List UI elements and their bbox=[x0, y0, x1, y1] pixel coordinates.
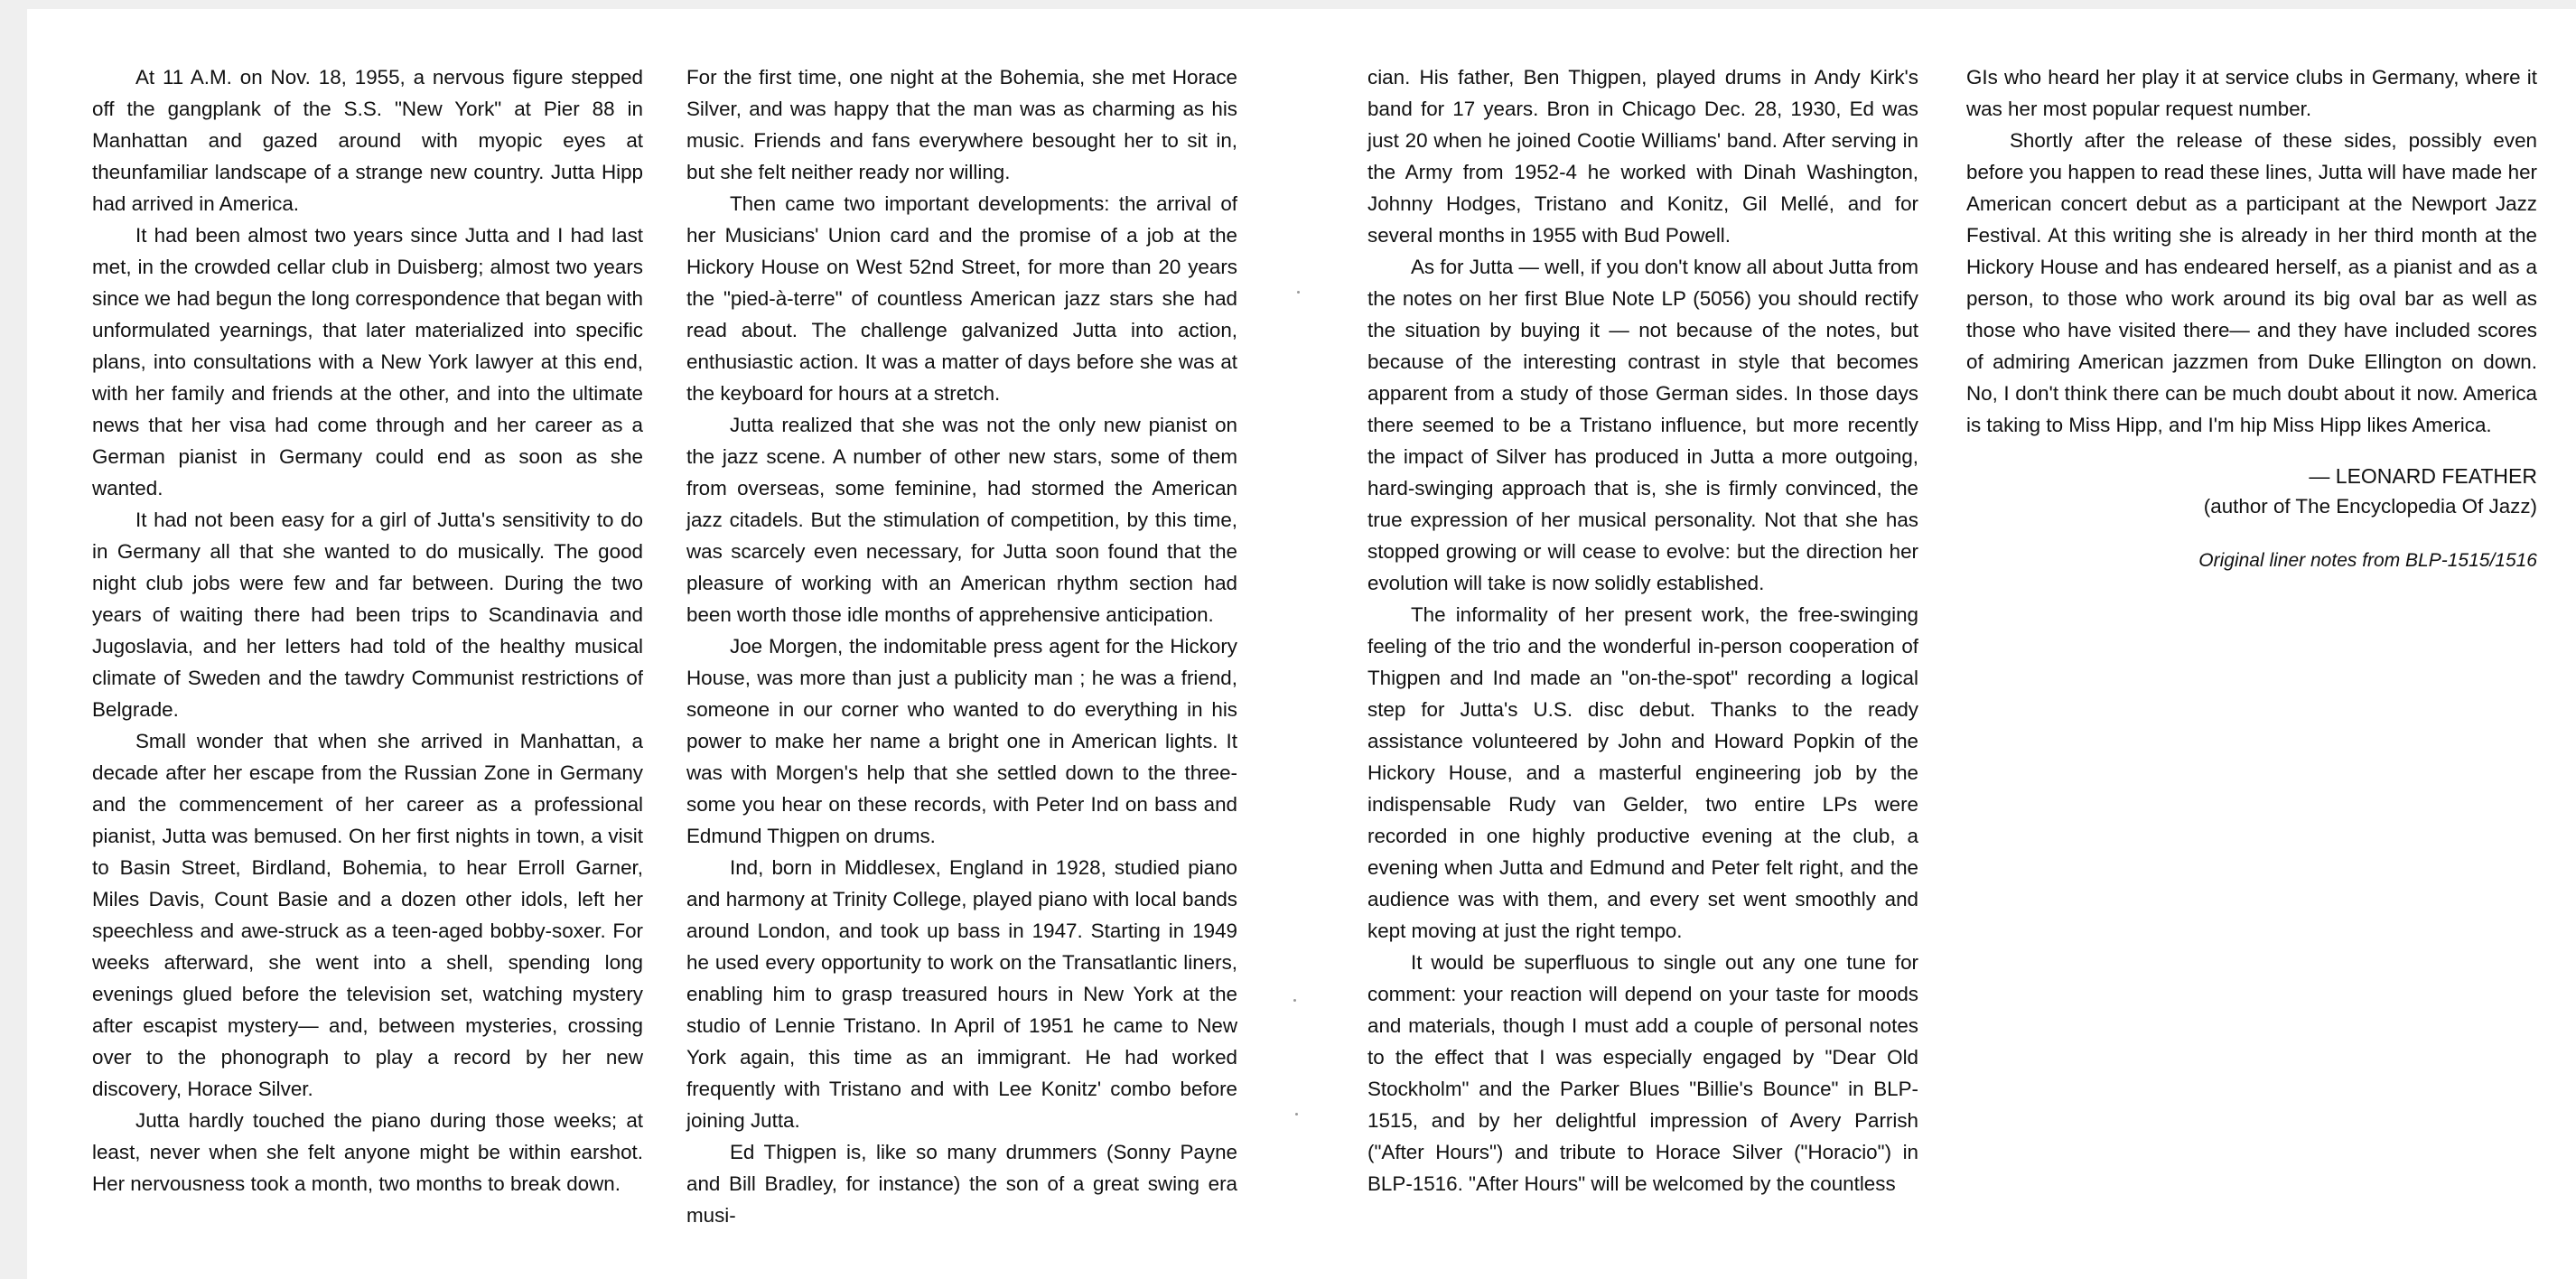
paragraph: Joe Morgen, the indomitable press agent for the Hickory House, was more than just a publicity man ; he was a friend, someone in our corner who wanted to do everything in his power to make her name a bright one in American lights. It was with Morgen's help that she settled down to the three-some you hear on these records, with Peter Ind on bass and Edmund Thigpen on drums. bbox=[686, 635, 1237, 847]
paragraph: At 11 A.M. on Nov. 18, 1955, a nervous figure stepped off the gangplank of the S.S. "New York" at Pier 88 in Manhattan and gazed around with myopic eyes at theunfamiliar landscape of a strange new country. Jutta Hipp had arrived in America. bbox=[92, 66, 643, 215]
paragraph: Shortly after the release of these sides, possibly even before you happen to read these lines, Jutta will have made her American concert debut as a participant at the Newport Jazz Festival. At this writing she is already in her third month at the Hickory House and has endeared herself, as a pianist and as a person, to those who work around its big oval bar as well as those who have visited there— and they have included scores of admiring American jazzmen from Duke Ellington on down. No, I don't think there can be much doubt about it now. America is taking to Miss Hipp, and I'm hip Miss Hipp likes America. bbox=[1966, 129, 2537, 436]
source-note: Original liner notes from BLP-1515/1516 bbox=[2198, 550, 2537, 571]
text-column-2 bbox=[686, 61, 1237, 1231]
paragraph: cian. His father, Ben Thigpen, played drums in Andy Kirk's band for 17 years. Bron in Chicago Dec. 28, 1930, Ed was just 20 when he joined Cootie Williams' band. After serving in the Army from 1952-4 he worked with Dinah Washington, Johnny Hodges, Tristano and Konitz, Gil Mellé, and for several months in 1955 with Bud Powell. bbox=[1367, 66, 1918, 247]
author-signature: — LEONARD FEATHER bbox=[2309, 464, 2537, 488]
paragraph: The informality of her present work, the free-swinging feeling of the trio and the wonderful in-person cooperation of Thigpen and Ind made an "on-the-spot" recording a logical step for Jutta's U.S. disc debut. Thanks to the ready assistance volunteered by John and Howard Popkin of the Hickory House, and a masterful engineering job by the indispensable Rudy van Gelder, two entire LPs were recorded in one highly productive evening at the club, a evening when Jutta and Edmund and Peter felt right, and the audience was with them, and every set went smoothly and kept moving at just the right tempo. bbox=[1367, 603, 1918, 942]
author-credit: (author of The Encyclopedia Of Jazz) bbox=[2203, 495, 2537, 518]
scan-speck bbox=[1293, 999, 1296, 1002]
paragraph: It would be superfluous to single out any one tune for comment: your reaction will depend on your taste for moods and materials, though I must add a couple of personal notes to the effect that I was especially engaged by "Dear Old Stockholm" and the Parker Blues "Billie's Bounce" in BLP-1515, and by her delightful impression of Avery Parrish ("After Hours") and tribute to Horace Silver ("Horacio") in BLP-1516. "After Hours" will be welcomed by the countless bbox=[1367, 951, 1918, 1195]
scan-speck bbox=[1295, 1113, 1298, 1116]
paragraph: GIs who heard her play it at service clubs in Germany, where it was her most popular request number. bbox=[1966, 66, 2537, 120]
text-column-1 bbox=[92, 61, 643, 1200]
paragraph: Jutta realized that she was not the only new pianist on the jazz scene. A number of other new stars, some of them from overseas, some feminine, had stormed the American jazz citadels. But the stimulation of competition, by this time, was scarcely even necessary, for Jutta soon found that the pleasure of working with an American rhythm section had been worth those idle months of apprehensive anticipation. bbox=[686, 414, 1237, 626]
paragraph: Ed Thigpen is, like so many drummers (Sonny Payne and Bill Bradley, for instance) the son of a great swing era musi- bbox=[686, 1141, 1237, 1227]
paragraph: For the first time, one night at the Bohemia, she met Horace Silver, and was happy that the man was as charming as his music. Friends and fans everywhere besought her to sit in, but she felt neither ready nor willing. bbox=[686, 66, 1237, 183]
paragraph: It had not been easy for a girl of Jutta's sensitivity to do in Germany all that she wanted to do musically. The good night club jobs were few and far between. During the two years of waiting there had been trips to Scandinavia and Jugoslavia, and her letters had told of the healthy musical climate of Sweden and the tawdry Communist restrictions of Belgrade. bbox=[92, 509, 643, 721]
text-column-4 bbox=[1966, 61, 2537, 576]
text-column-3 bbox=[1367, 61, 1918, 1200]
page-sheet bbox=[27, 9, 2576, 1279]
paragraph: Jutta hardly touched the piano during those weeks; at least, never when she felt anyone might be within earshot. Her nervousness took a month, two months to break down. bbox=[92, 1109, 643, 1195]
paragraph: Ind, born in Middlesex, England in 1928, studied piano and harmony at Trinity College, played piano with local bands around London, and took up bass in 1947. Starting in 1949 he used every opportunity to work on the Transatlantic liners, enabling him to grasp treasured hours in New York at the studio of Lennie Tristano. In April of 1951 he came to New York again, this time as an immigrant. He had worked frequently with Tristano and with Lee Konitz' combo before joining Jutta. bbox=[686, 856, 1237, 1132]
scan-speck bbox=[1297, 291, 1300, 294]
paragraph: Then came two important developments: the arrival of her Musicians' Union card and the promise of a job at the Hickory House on West 52nd Street, for more than 20 years the "pied-à-terre" of countless American jazz stars she had read about. The challenge galvanized Jutta into action, enthusiastic action. It was a matter of days before she was at the keyboard for hours at a stretch. bbox=[686, 192, 1237, 405]
paragraph: It had been almost two years since Jutta and I had last met, in the crowded cellar club in Duisberg; almost two years since we had begun the long correspondence that began with unformulated yearnings, that later materialized into specific plans, into consultations with a New York lawyer at this end, with her family and friends at the other, and into the ultimate news that her visa had come through and her career as a German pianist in Germany could end as soon as she wanted. bbox=[92, 224, 643, 499]
paragraph: As for Jutta — well, if you don't know all about Jutta from the notes on her first Blue Note LP (5056) you should rectify the situation by buying it — not because of the notes, but because of the interesting contrast in style that becomes apparent from a study of those German sides. In those days there seemed to be a Tristano influence, but more recently the impact of Silver has produced in Jutta a more outgoing, hard-swinging approach that is, she is firmly convinced, the true expression of her musical personality. Not that she has stopped growing or will cease to evolve: but the direction her evolution will take is now solidly established. bbox=[1367, 256, 1918, 594]
paragraph: Small wonder that when she arrived in Manhattan, a decade after her escape from the Russian Zone in Germany and the commencement of her career as a professional pianist, Jutta was bemused. On her first nights in town, a visit to Basin Street, Birdland, Bohemia, to hear Erroll Garner, Miles Davis, Count Basie and a dozen other idols, left her speechless and awe-struck as a teen-aged bobby-soxer. For weeks afterward, she went into a shell, spending long evenings glued before the television set, watching mystery after escapist mystery— and, between mysteries, crossing over to the phonograph to play a record by her new discovery, Horace Silver. bbox=[92, 730, 643, 1100]
